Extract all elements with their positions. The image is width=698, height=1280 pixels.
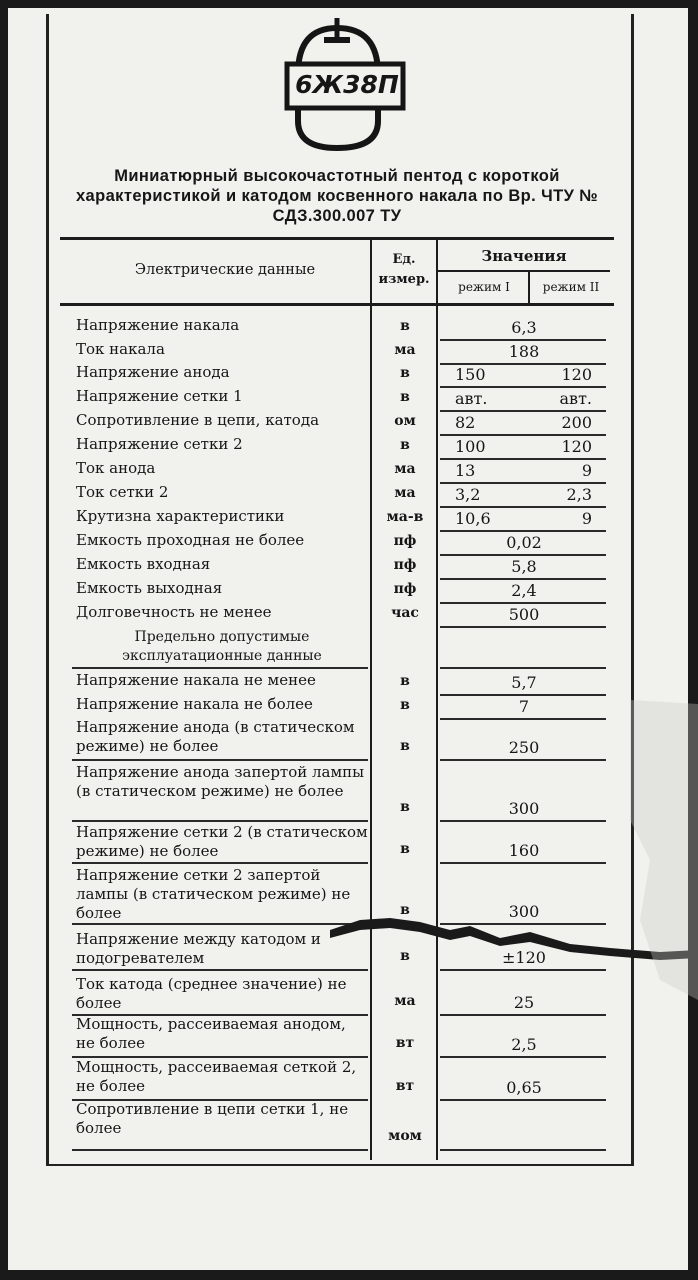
row-name: Ток анода	[76, 459, 156, 477]
row-name: Сопротивление в цепи сетки 1, не более	[76, 1100, 349, 1137]
row-name: Мощность, рассеиваемая анодом, не более	[76, 1015, 346, 1052]
header-electrical: Электрические данные	[134, 262, 316, 278]
row-name: Напряжение анода	[76, 363, 230, 381]
row-name: Мощность, рассеиваемая сеткой 2, не более	[76, 1058, 357, 1095]
row-value: 5,8	[511, 557, 537, 576]
row-name: Напряжение накала	[76, 316, 240, 334]
row-value-mode2: 120	[561, 365, 592, 384]
row-value: 250	[508, 738, 540, 757]
row-unit: в	[400, 902, 410, 918]
row-value: 500	[508, 605, 540, 624]
row-value-mode2: 200	[561, 413, 592, 432]
row-value-mode1: 82	[455, 413, 476, 432]
row-value: ±120	[502, 948, 546, 967]
row-unit: в	[400, 738, 410, 754]
row-value-mode1: 100	[455, 437, 486, 456]
row-unit: ма	[394, 461, 416, 477]
row-value-mode2: 9	[581, 509, 592, 528]
row-unit: в	[400, 365, 410, 381]
row-unit: в	[400, 841, 410, 857]
row-value: 160	[508, 841, 540, 860]
row-name: Емкость входная	[76, 555, 211, 573]
row-unit: в	[400, 389, 410, 405]
row-unit: ма	[394, 993, 416, 1009]
row-name: Ток сетки 2	[76, 483, 169, 501]
row-value: 25	[513, 993, 535, 1012]
row-unit: пф	[393, 533, 417, 549]
row-value: 188	[508, 342, 540, 361]
row-unit: в	[400, 673, 410, 689]
row-name: Напряжение накала не более	[76, 695, 313, 713]
row-value-mode1: 13	[455, 461, 476, 480]
row-unit: ма	[394, 485, 416, 501]
row-name: Предельно допустимые эксплуатационные данные	[122, 629, 322, 664]
row-unit: ма	[394, 342, 416, 358]
row-name: Напряжение накала не менее	[76, 671, 316, 689]
row-unit: ом	[394, 413, 416, 429]
row-name: Ток накала	[76, 340, 165, 358]
header-values: Значения	[481, 247, 567, 265]
row-value-mode2: 120	[561, 437, 592, 456]
row-unit: в	[400, 697, 410, 713]
row-unit: пф	[393, 557, 417, 573]
row-value-mode1: 3,2	[455, 485, 481, 504]
header-unit-line1: Ед.	[392, 252, 416, 267]
row-value: 2,5	[511, 1035, 537, 1054]
header-unit-line2: измер.	[378, 272, 430, 287]
row-name: Ток катода (среднее значение) не более	[76, 975, 347, 1012]
row-unit: вт	[395, 1035, 415, 1051]
row-unit: в	[400, 799, 410, 815]
row-value: 7	[518, 697, 530, 716]
row-name: Крутизна характеристики	[76, 507, 285, 525]
row-name: Емкость выходная	[76, 579, 223, 597]
row-unit: ма-в	[386, 509, 424, 525]
row-value: 0,02	[506, 533, 542, 552]
row-name: Напряжение между катодом и подогревателем	[76, 930, 321, 967]
row-name: Емкость проходная не более	[76, 531, 305, 549]
row-value: 5,7	[511, 673, 537, 692]
row-unit: мом	[388, 1128, 422, 1144]
header-mode2: режим II	[542, 280, 600, 294]
row-unit: в	[400, 437, 410, 453]
row-unit: в	[400, 318, 410, 334]
row-value-mode1: авт.	[455, 389, 488, 408]
row-value-mode2: 9	[581, 461, 592, 480]
row-value-mode2: авт.	[559, 389, 592, 408]
row-name: Напряжение сетки 2 (в статическом режиме) не более	[76, 823, 368, 860]
header-mode1: режим I	[458, 280, 510, 294]
row-value-mode1: 150	[455, 365, 486, 384]
row-value: 0,65	[506, 1078, 542, 1097]
row-unit: вт	[395, 1078, 415, 1094]
row-value: 6,3	[511, 318, 537, 337]
row-unit: час	[391, 605, 419, 621]
row-value: 2,4	[511, 581, 537, 600]
row-name: Напряжение сетки 2 запертой лампы (в статическом режиме) не более	[76, 866, 351, 922]
row-value: 300	[508, 799, 540, 818]
row-name: Сопротивление в цепи, катода	[76, 411, 320, 429]
row-value-mode2: 2,3	[566, 485, 592, 504]
row-value-mode1: 10,6	[455, 509, 491, 528]
row-name: Напряжение сетки 1	[76, 387, 243, 405]
row-unit: пф	[393, 581, 417, 597]
row-name: Напряжение анода (в статическом режиме) не более	[76, 718, 355, 755]
tube-marking: 6Ж38П	[295, 70, 399, 99]
row-name: Напряжение анода запертой лампы (в статическом режиме) не более	[76, 763, 365, 800]
document-title: Миниатюрный высокочастотный пентод с короткой характеристикой и катодом косвенного накала по Вр. ЧТУ № СДЗ.300.007 ТУ	[75, 167, 599, 225]
row-name: Напряжение сетки 2	[76, 435, 243, 453]
row-name: Долговечность не менее	[76, 603, 272, 621]
row-value: 300	[508, 902, 540, 921]
row-unit: в	[400, 948, 410, 964]
